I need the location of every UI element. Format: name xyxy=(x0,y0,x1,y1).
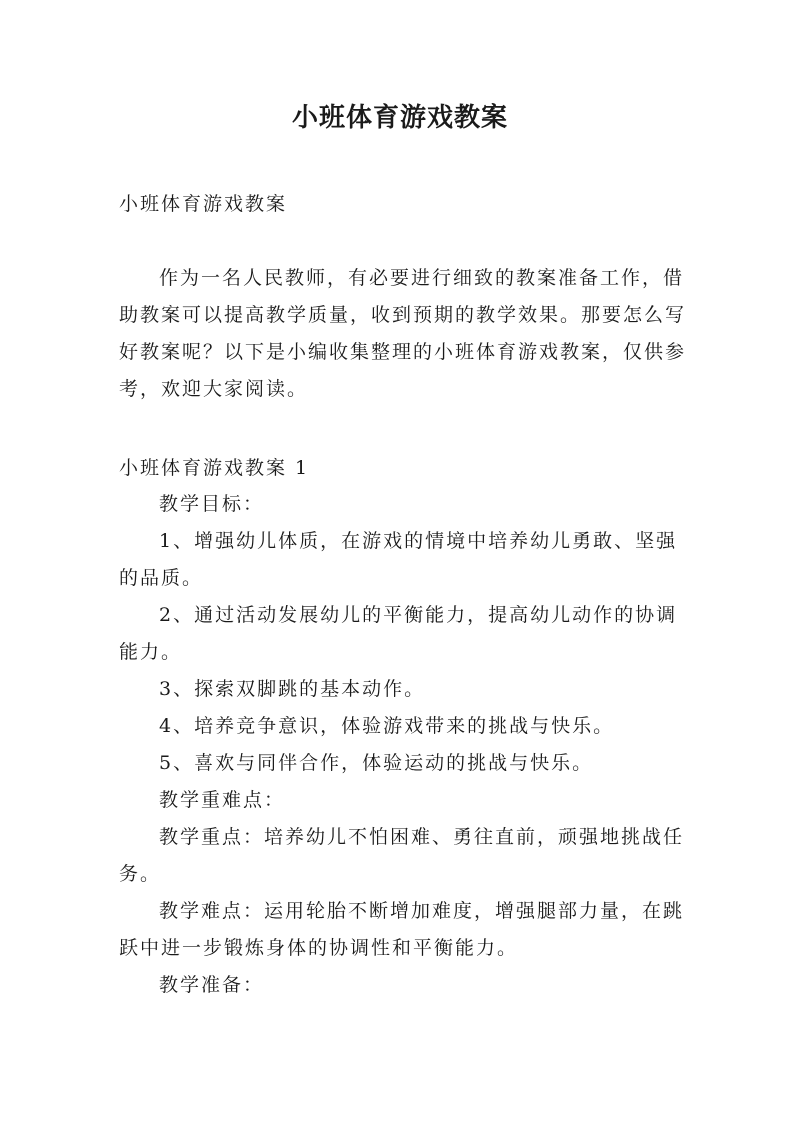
section-body xyxy=(119,486,689,1004)
document-title: 小班体育游戏教案 xyxy=(291,103,508,133)
paragraph-key-difficult-points: 教学重难点： xyxy=(159,789,286,811)
paragraph-goal-3: 3、探索双脚跳的基本动作。 xyxy=(159,678,426,700)
document-subtitle: 小班体育游戏教案 xyxy=(119,193,288,215)
paragraph-preparation: 教学准备： xyxy=(159,974,265,996)
paragraph-goal-2: 2、通过活动发展幼儿的平衡能力，提高幼儿动作的协调能力。 xyxy=(119,604,678,663)
paragraph-key-point: 教学重点：培养幼儿不怕困难、勇往直前，顽强地挑战任务。 xyxy=(119,826,685,885)
paragraph-teaching-goals: 教学目标： xyxy=(159,493,265,515)
paragraph-goal-5: 5、喜欢与同伴合作，体验运动的挑战与快乐。 xyxy=(159,752,594,774)
paragraph-goal-4: 4、培养竞争意识，体验游戏带来的挑战与快乐。 xyxy=(159,715,615,737)
section-heading: 小班体育游戏教案 1 xyxy=(119,457,310,479)
paragraph-goal-1: 1、增强幼儿体质，在游戏的情境中培养幼儿勇敢、坚强的品质。 xyxy=(119,530,678,589)
intro-paragraph: 作为一名人民教师，有必要进行细致的教案准备工作，借助教案可以提高教学质量，收到预期的教学效果。那要怎么写好教案呢？以下是小编收集整理的小班体育游戏教案，仅供参考，欢迎大家阅读。 xyxy=(119,267,687,400)
paragraph-difficult-point: 教学难点：运用轮胎不断增加难度，增强腿部力量，在跳跃中进一步锻炼身体的协调性和平衡能力。 xyxy=(119,900,685,959)
